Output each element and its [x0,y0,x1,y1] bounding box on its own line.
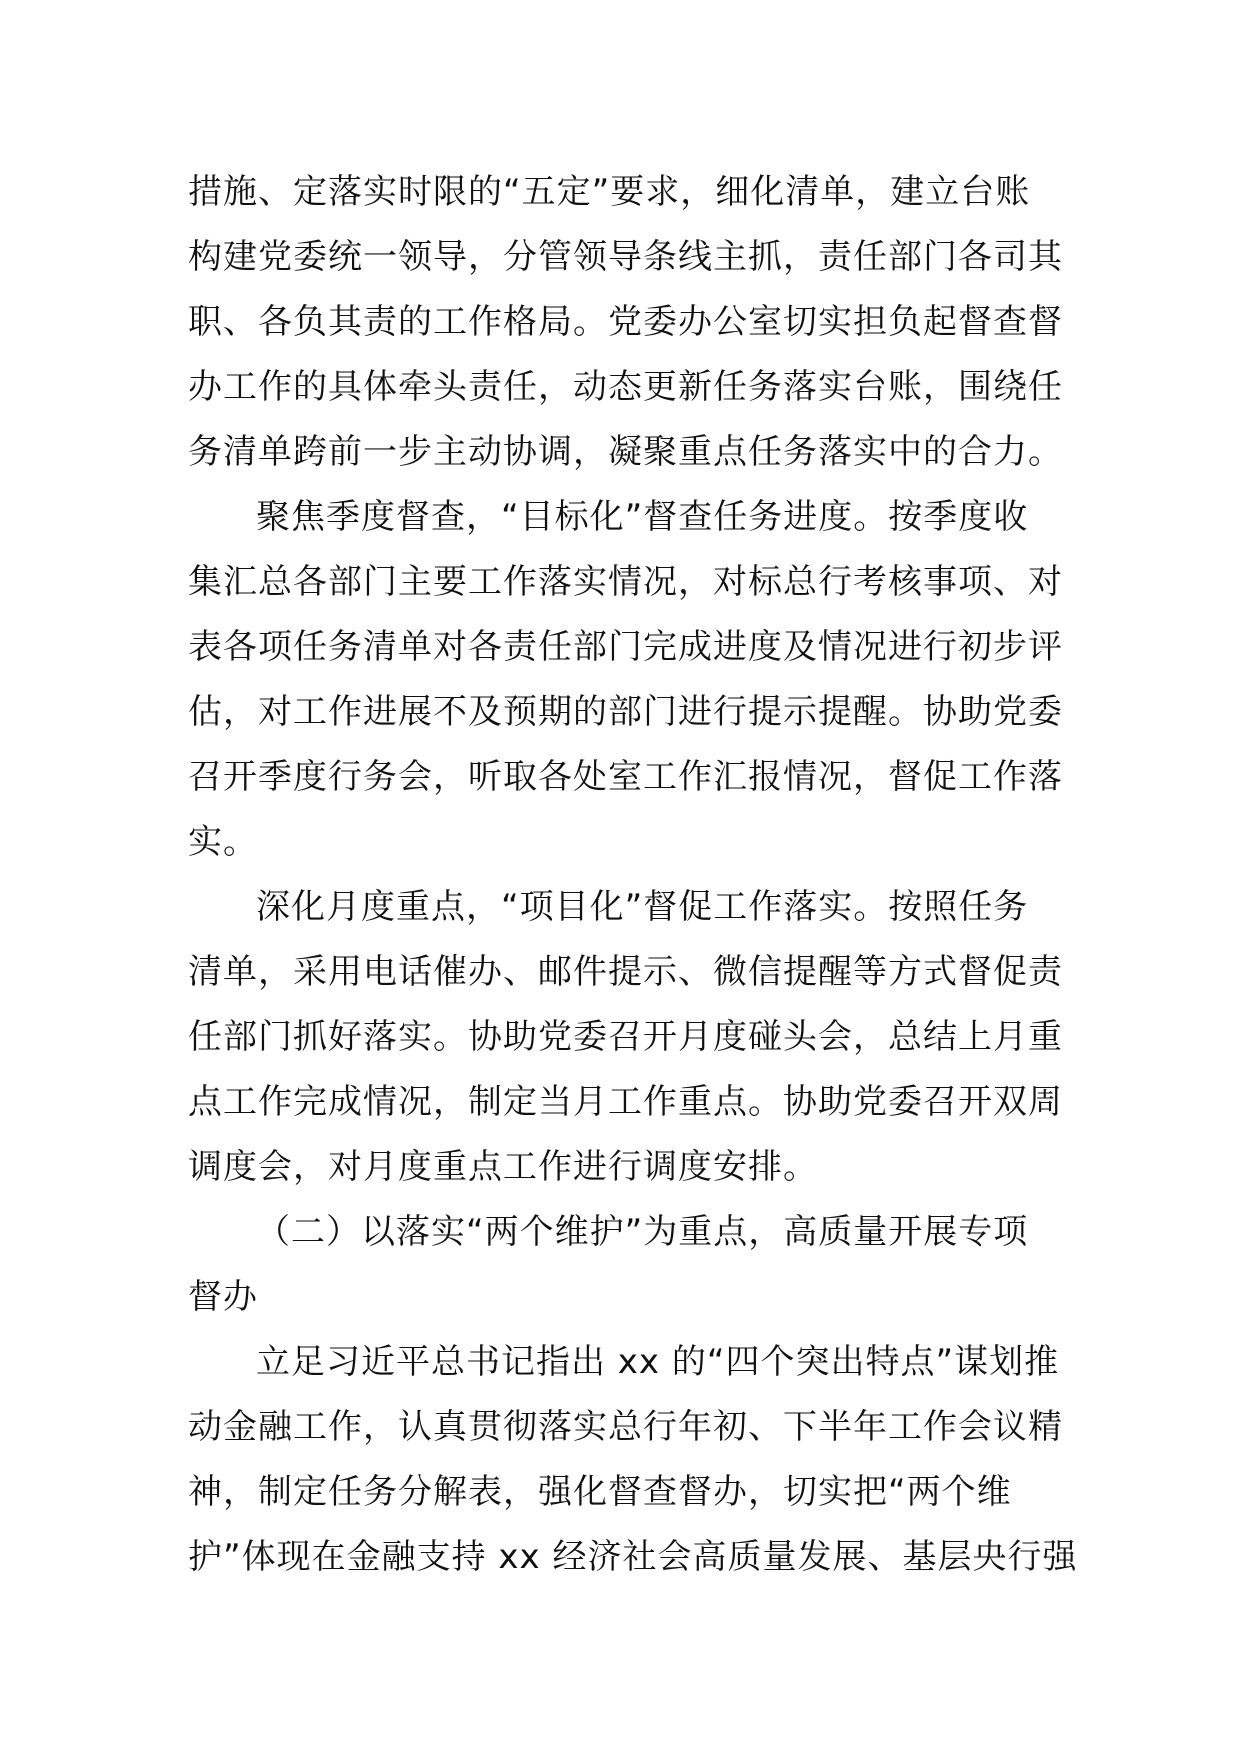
section-heading-line-2: 督办 [188,1277,258,1317]
paragraph-2-line-4: 估，对工作进展不及预期的部门进行提示提醒。协助党委 [188,692,1063,732]
paragraph-4-line-4: 护”体现在金融支持 xx 经济社会高质量发展、基层央行强 [188,1537,1078,1577]
paragraph-4-line-1: 立足习近平总书记指出 xx 的“四个突出特点”谋划推 [256,1342,1060,1382]
section-heading-line-1: （二）以落实“两个维护”为重点，高质量开展专项 [256,1212,1029,1252]
paragraph-1-line-4: 办工作的具体牵头责任，动态更新任务落实台账，围绕任 [188,367,1063,407]
paragraph-3-line-5: 调度会，对月度重点工作进行调度安排。 [188,1147,818,1187]
document-body [188,160,1078,1590]
paragraph-1-line-1: 措施、定落实时限的“五定”要求，细化清单，建立台账 [188,172,1031,212]
paragraph-3-line-2: 清单，采用电话催办、邮件提示、微信提醒等方式督促责 [188,952,1063,992]
paragraph-2-line-6: 实。 [188,822,258,862]
paragraph-3-line-3: 任部门抓好落实。协助党委召开月度碰头会，总结上月重 [188,1017,1063,1057]
paragraph-4-line-3: 神，制定任务分解表，强化督查督办，切实把“两个维 [188,1472,1012,1512]
paragraph-1-line-3: 职、各负其责的工作格局。党委办公室切实担负起督查督 [188,302,1063,342]
paragraph-3-line-4: 点工作完成情况，制定当月工作重点。协助党委召开双周 [188,1082,1063,1122]
paragraph-1-line-2: 构建党委统一领导，分管领导条线主抓，责任部门各司其 [188,237,1063,277]
paragraph-2-line-1: 聚焦季度督查，“目标化”督查任务进度。按季度收 [256,497,1029,537]
paragraph-3-line-1: 深化月度重点，“项目化”督促工作落实。按照任务 [256,887,1029,927]
paragraph-2-line-2: 集汇总各部门主要工作落实情况，对标总行考核事项、对 [188,562,1063,602]
paragraph-2-line-5: 召开季度行务会，听取各处室工作汇报情况，督促工作落 [188,757,1063,797]
paragraph-2-line-3: 表各项任务清单对各责任部门完成进度及情况进行初步评 [188,627,1063,667]
paragraph-1-line-5: 务清单跨前一步主动协调，凝聚重点任务落实中的合力。 [188,432,1063,472]
paragraph-4-line-2: 动金融工作，认真贯彻落实总行年初、下半年工作会议精 [188,1407,1063,1447]
